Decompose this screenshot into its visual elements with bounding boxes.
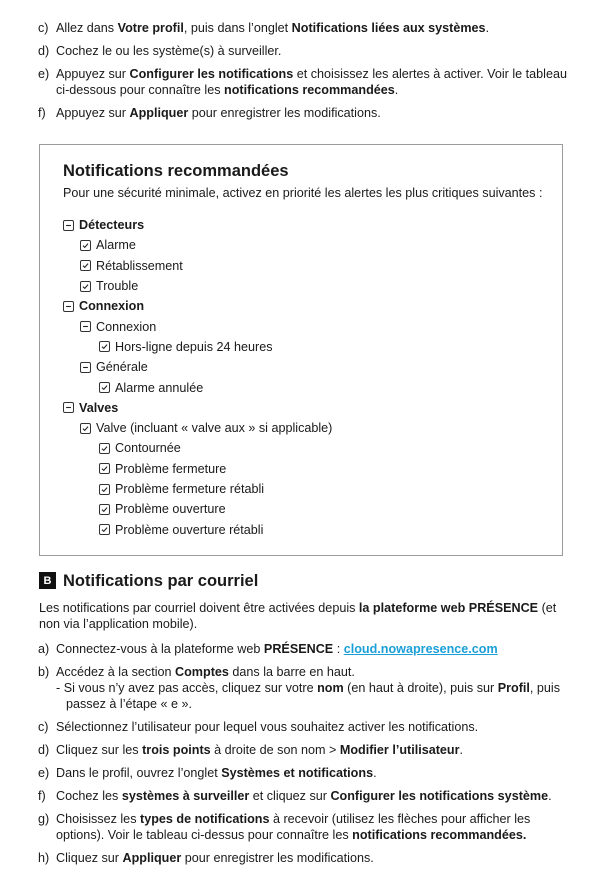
bold-text: Comptes	[175, 665, 229, 679]
top-step-f	[38, 105, 578, 121]
top-step-e	[38, 66, 578, 98]
tree-item-label: Alarme	[96, 238, 136, 253]
checkbox-checked-icon	[99, 484, 110, 495]
step-letter: f)	[38, 789, 46, 803]
step-letter: h)	[38, 851, 50, 865]
checkbox-checked-icon	[80, 423, 91, 434]
bold-text: notifications recommandées.	[352, 828, 527, 842]
step-letter: e)	[38, 67, 50, 81]
box-intro: Pour une sécurité minimale, activez en priorité les alertes les plus critiques suivantes :	[63, 186, 543, 200]
tree-item	[63, 276, 332, 296]
tree-item	[63, 459, 332, 479]
checkbox-checked-icon	[99, 463, 110, 474]
checkbox-checked-icon	[99, 341, 110, 352]
top-step-c	[38, 20, 578, 36]
text-run: - Si vous n’y avez pas accès, cliquez sur votre	[56, 681, 318, 695]
tree-item-label: Hors-ligne depuis 24 heures	[115, 339, 273, 354]
checkbox-checked-icon	[80, 281, 91, 292]
step-letter: e)	[38, 766, 50, 780]
step-text	[56, 720, 478, 734]
recommended-notifications-box	[39, 144, 563, 556]
tree-item-label: Connexion	[79, 299, 145, 314]
tree-item	[63, 418, 332, 438]
step-letter: c)	[38, 720, 49, 734]
text-run: Choisissez les	[56, 812, 140, 826]
step-letter: a)	[38, 642, 50, 656]
tree-item-label: Générale	[96, 360, 148, 375]
notification-tree	[63, 215, 332, 540]
bold-text: nom	[317, 681, 344, 695]
tree-item	[63, 377, 332, 397]
text-run: .	[459, 743, 463, 757]
step-text	[56, 851, 374, 865]
tree-item-label: Connexion	[96, 319, 157, 334]
bold-text: notifications recommandées	[224, 83, 395, 97]
step-text	[56, 106, 381, 120]
checkbox-collapse-icon	[80, 362, 91, 373]
checkbox-collapse-icon	[63, 402, 74, 413]
tree-item	[63, 519, 332, 539]
tree-item	[63, 316, 332, 336]
checkbox-collapse-icon	[63, 220, 74, 231]
step-text	[56, 21, 489, 35]
text-run: à droite de son nom >	[210, 743, 340, 757]
checkbox-checked-icon	[80, 260, 91, 271]
text-run: .	[548, 789, 552, 803]
text-run: Dans le profil, ouvrez l’onglet	[56, 766, 222, 780]
tree-item	[63, 296, 332, 316]
bold-text: Profil	[497, 681, 530, 695]
text-run: , puis dans l’onglet	[183, 21, 292, 35]
text-run: Appuyez sur	[56, 67, 130, 81]
email-step-e	[38, 765, 578, 781]
checkbox-collapse-icon	[80, 321, 91, 332]
bold-text: Modifier l’utilisateur	[339, 743, 460, 757]
email-step-b	[38, 664, 578, 712]
email-step-c	[38, 719, 578, 735]
step-text	[56, 642, 498, 656]
text-run: pour enregistrer les modifications.	[181, 851, 374, 865]
text-run: dans la barre en haut.	[228, 665, 355, 679]
tree-item	[63, 479, 332, 499]
tree-item-label: Rétablissement	[96, 258, 183, 273]
step-text	[56, 67, 567, 97]
section-b-heading	[39, 572, 258, 589]
tree-item	[63, 256, 332, 276]
bold-text: Systèmes et notifications	[221, 766, 374, 780]
tree-item-label: Valves	[79, 400, 119, 415]
checkbox-checked-icon	[99, 443, 110, 454]
text-run: Cochez les	[56, 789, 122, 803]
step-text	[56, 789, 552, 803]
tree-item-label: Contournée	[115, 441, 181, 456]
email-step-h	[38, 850, 578, 866]
bold-text: Appliquer	[129, 106, 189, 120]
text-run: Les notifications par courriel doivent être activées depuis	[39, 601, 359, 615]
text-run: Appuyez sur	[56, 106, 130, 120]
text-run: .	[485, 21, 490, 35]
bold-text: Configurer les notifications système	[330, 789, 549, 803]
text-run: à recevoir (utilisez les flèches pour afficher les options). Voir le tableau ci-dessus pour connaître les	[56, 812, 531, 842]
section-b-intro	[39, 600, 579, 632]
text-run: Allez dans	[56, 21, 118, 35]
text-run: et choisissez les alertes à activer. Voir le tableau ci-dessous pour connaître les	[56, 67, 567, 97]
tree-item-label: Trouble	[96, 279, 139, 294]
checkbox-collapse-icon	[63, 301, 74, 312]
text-run: , puis passez à l’étape « e ».	[66, 681, 560, 711]
tree-item-label: Problème fermeture rétabli	[115, 482, 265, 496]
tree-item-label: Problème ouverture	[115, 502, 226, 517]
section-badge: B	[39, 572, 56, 589]
text-run: (en haut à droite), puis sur	[343, 681, 498, 695]
bold-text: Notifications liées aux systèmes	[291, 21, 486, 35]
email-step-a	[38, 641, 578, 657]
bold-text: systèmes à surveiller	[121, 789, 250, 803]
bold-text: Appliquer	[122, 851, 182, 865]
step-text	[56, 44, 281, 58]
step-text	[56, 743, 463, 757]
text-run: Cliquez sur	[56, 851, 123, 865]
tree-item	[63, 337, 332, 357]
box-title: Notifications recommandées	[63, 162, 289, 180]
step-subnote	[56, 680, 578, 712]
text-run: pour enregistrer les modifications.	[188, 106, 381, 120]
text-run: Sélectionnez l’utilisateur pour lequel vous souhaitez activer les notifications.	[56, 720, 479, 734]
email-step-f	[38, 788, 578, 804]
text-run: .	[394, 83, 399, 97]
presence-link[interactable]: cloud.nowapresence.com	[343, 642, 498, 656]
top-step-d	[38, 43, 578, 59]
bold-text: la plateforme web PRÉSENCE	[358, 601, 539, 615]
bold-text: types de notifications	[140, 812, 270, 826]
tree-item	[63, 215, 332, 235]
tree-item-label: Alarme annulée	[115, 380, 204, 395]
tree-item-label: Problème ouverture rétabli	[115, 522, 264, 537]
text-run: Accédez à la section	[56, 665, 176, 679]
text-run: (et non via l’application mobile).	[39, 601, 557, 631]
checkbox-checked-icon	[99, 382, 110, 393]
step-letter: g)	[38, 812, 50, 826]
step-letter: b)	[38, 665, 50, 679]
text-run: Cochez le ou les système(s) à surveiller.	[56, 44, 282, 58]
tree-item-label: Valve (incluant « valve aux » si applicable)	[96, 421, 333, 436]
checkbox-checked-icon	[99, 524, 110, 535]
step-letter: f)	[38, 106, 46, 120]
tree-item-label: Problème fermeture	[115, 461, 227, 476]
bold-text: Configurer les notifications	[129, 67, 294, 81]
text-run: et cliquez sur	[249, 789, 331, 803]
bold-text: trois points	[142, 743, 211, 757]
text-run: :	[333, 642, 344, 656]
step-letter: c)	[38, 21, 49, 35]
step-text	[56, 812, 530, 842]
bold-text: Votre profil	[117, 21, 184, 35]
tree-item	[63, 438, 332, 458]
bold-text: PRÉSENCE	[263, 642, 334, 656]
step-letter: d)	[38, 743, 50, 757]
text-run: Cliquez sur les	[56, 743, 143, 757]
step-text	[56, 665, 355, 679]
tree-item	[63, 499, 332, 519]
tree-item	[63, 235, 332, 255]
email-step-d	[38, 742, 578, 758]
step-text	[56, 766, 377, 780]
checkbox-checked-icon	[80, 240, 91, 251]
email-steps-list	[38, 641, 578, 873]
section-title: Notifications par courriel	[63, 571, 259, 590]
tree-item	[63, 357, 332, 377]
tree-item-label: Détecteurs	[79, 218, 145, 233]
text-run: .	[373, 766, 377, 780]
step-letter: d)	[38, 44, 50, 58]
email-step-g	[38, 811, 578, 843]
tree-item	[63, 398, 332, 418]
checkbox-checked-icon	[99, 504, 110, 515]
top-steps-list	[38, 20, 578, 128]
text-run: Connectez-vous à la plateforme web	[56, 642, 264, 656]
